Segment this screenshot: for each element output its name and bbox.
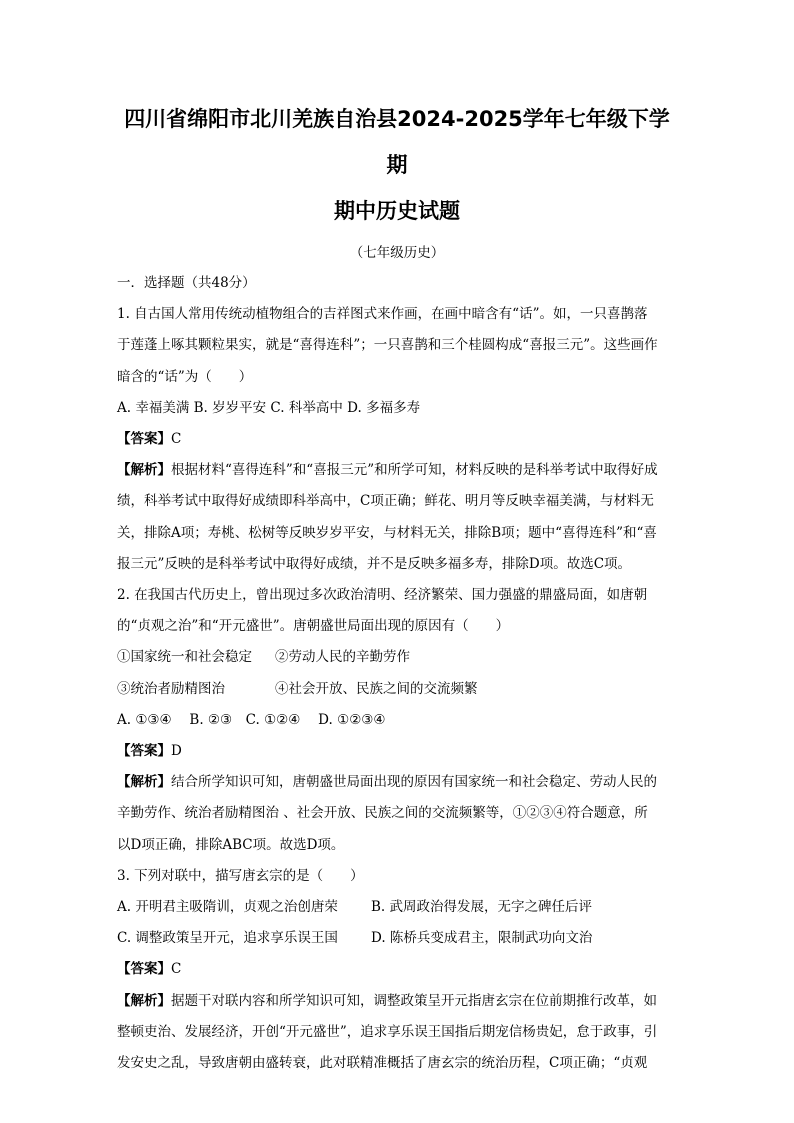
document-title-line-2: 期中历史试题 [334,199,460,223]
question-3-options-row-2 [117,923,677,954]
question-3-analysis [117,986,677,1017]
answer-value: C [171,961,182,978]
question-3-option-a: A. 开明君主吸隋训，贞观之治创唐荣 [117,899,338,916]
question-1-options: A. 幸福美满 B. 岁岁平安 C. 科举高中 D. 多福多寿 [117,399,421,416]
question-3-option-d: D. 陈桥兵变成君主，限制武功向文治 [371,930,593,947]
question-2-item: ②劳动人民的辛勤劳作 [275,649,410,666]
question-3-option-b: B. 武周政治得发展，无字之碑任后评 [371,899,593,916]
question-2-options: A. ①③④ B. ②③ C. ①②④ D. ①②③④ [117,711,386,728]
question-2-items-row-2 [117,674,677,705]
question-2 [117,580,677,861]
analysis-label: 【解析】 [117,992,171,1009]
question-2-analysis: 辛勤劳作、统治者励精图治 、社会开放、民族之间的交流频繁等，①②③④符合题意，所 [117,805,648,822]
analysis-label: 【解析】 [117,462,171,479]
section-heading: 一．选择题（共48分） [117,275,256,291]
question-3 [117,861,677,1079]
answer-value: C [171,431,182,448]
question-3-answer [117,954,677,985]
question-3-stem: 3. 下列对联中，描写唐玄宗的是（ ） [117,867,364,884]
question-1-stem: 1. 自古国人常用传统动植物组合的吉祥图式来作画，在画中暗含有“话”。如，一只喜鹊落 [117,306,648,323]
question-1-stem: 暗含的“话”为（ ） [117,368,253,385]
analysis-text: 结合所学知识可知，唐朝盛世局面出现的原因有国家统一和社会稳定、劳动人民的 [171,774,657,791]
document-title-line-1: 四川省绵阳市北川羌族自治县2024-2025学年七年级下学期 [124,107,670,177]
answer-label: 【答案】 [117,431,171,448]
question-1-stem: 于莲蓬上啄其颗粒果实，就是“喜得连科”；一只喜鹊和三个桂圆构成“喜报三元”。这些画作 [117,337,658,354]
document-subtitle: （七年级历史） [349,245,445,261]
question-2-answer [117,736,677,767]
question-1-analysis: 报三元”反映的是科举考试中取得好成绩，并不是反映多福多寿，排除D项。故选C项。 [117,555,632,572]
question-3-analysis: 整顿吏治、发展经济，开创“开元盛世”，追求享乐误王国指后期宠信杨贵妃，怠于政事，引 [117,1023,658,1040]
question-2-stem: 2. 在我国古代历史上，曾出现过多次政治清明、经济繁荣、国力强盛的鼎盛局面，如唐朝 [117,587,648,604]
question-2-item: ①国家统一和社会稳定 [117,649,252,666]
question-2-stem: 的“贞观之治”和“开元盛世”。唐朝盛世局面出现的原因有（ ） [117,618,510,635]
question-3-option-c: C. 调整政策呈开元，追求享乐误王国 [117,930,338,947]
question-1-analysis [117,455,677,486]
question-2-item: ③统治者励精图治 [117,680,225,697]
answer-value: D [171,743,182,760]
answer-label: 【答案】 [117,743,171,760]
answer-label: 【答案】 [117,961,171,978]
analysis-text: 据题干对联内容和所学知识可知，调整政策呈开元指唐玄宗在位前期推行改革，如 [171,992,657,1009]
analysis-text: 根据材料“喜得连科”和“喜报三元”和所学可知，材料反映的是科举考试中取得好成 [171,462,658,479]
question-1-answer [117,424,677,455]
question-2-item: ④社会开放、民族之间的交流频繁 [275,680,478,697]
question-2-items-row-1 [117,642,677,673]
question-3-options-row-1 [117,892,677,923]
question-1-analysis: 关，排除A项；寿桃、松树等反映岁岁平安，与材料无关，排除B项；题中“喜得连科”和“喜 [117,524,657,541]
question-2-analysis [117,767,677,798]
question-3-analysis: 发安史之乱，导致唐朝由盛转衰，此对联精准概括了唐玄宗的统治历程，C项正确；“贞观 [117,1055,648,1072]
analysis-label: 【解析】 [117,774,171,791]
question-2-analysis: 以D项正确，排除ABC项。故选D项。 [117,836,345,853]
question-1 [117,299,677,580]
question-1-analysis: 绩，科举考试中取得好成绩即科举高中，C项正确；鲜花、明月等反映幸福美满，与材料无 [117,493,654,510]
